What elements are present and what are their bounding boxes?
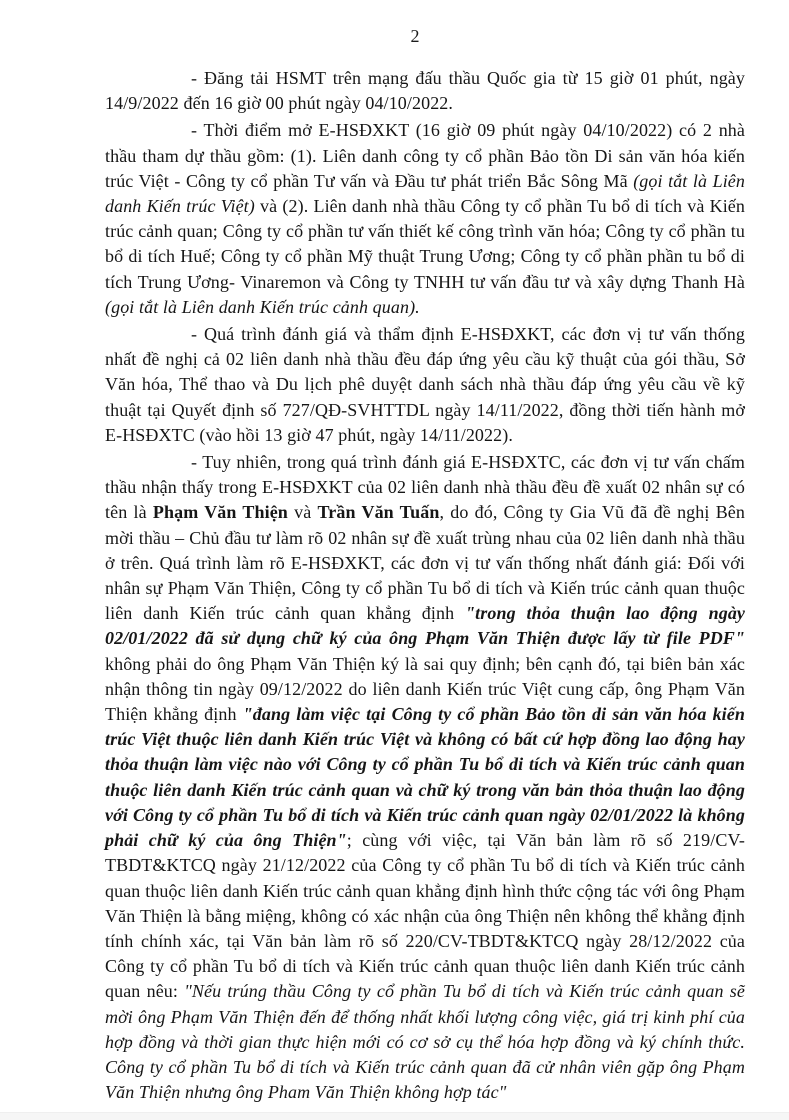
text-run: - Đăng tải HSMT trên mạng đấu thầu Quốc gia từ 15 giờ 01 phút, ngày 14/9/2022 đến 16 giờ 00 phút ngày 04/10/2022. xyxy=(105,68,745,114)
paragraph-technical-evaluation xyxy=(105,322,745,448)
document-body xyxy=(105,66,745,1107)
text-run: - Tuy nhiên, trong quá trình đánh giá E-HSĐXTC, các đơn vị tư vấn chấm thầu nhận thấy trong E-HSĐXKT của 02 liên danh nhà thầu đều đề xuất 02 nhân sự có tên là xyxy=(105,452,745,523)
text-run: - Thời điểm mở E-HSĐXKT (16 giờ 09 phút ngày 04/10/2022) có 2 nhà thầu tham dự thầu gồm: (1). Liên danh công ty cổ phần Bảo tồn Di sản văn hóa kiến trúc Việt - Công ty cổ phần Tư vấn và Đầu tư phát triển Bắc Sông Mã xyxy=(105,120,745,191)
text-run-bold-italic: "đang làm việc tại Công ty cổ phần Bảo tồn di sản văn hóa kiến trúc Việt thuộc liên danh Kiến trúc Việt và không có bất cứ hợp đồng lao động hay thỏa thuận làm việc nào với Công ty cổ phần Tu bổ di tích và Kiến trúc cảnh quan thuộc liên danh Kiến trúc cảnh quan và chữ ký trong văn bản thỏa thuận lao động với Công ty cổ phần Tu bổ di tích và Kiến trúc cảnh quan ngày 02/01/2022 là không phải chữ ký của ông Thiện" xyxy=(105,704,745,851)
text-run: ; cùng với việc, tại Văn bản làm rõ số 219/CV-TBDT&KTCQ ngày 21/12/2022 của Công ty cổ phần Tu bổ di tích và Kiến trúc cảnh quan thuộc liên danh Kiến trúc cảnh quan khẳng định hình thức cộng tác với ông Phạm Văn Thiện là bằng miệng, không có xác nhận của ông Thiện nên không thể khẳng định tính chính xác, tại Văn bản làm rõ số 220/CV-TBDT&KTCQ ngày 28/12/2022 của Công ty cổ phần Tu bổ di tích và Kiến trúc cảnh quan thuộc liên danh Kiến trúc cảnh quan nêu: xyxy=(105,830,745,1002)
paragraph-personnel-clarification xyxy=(105,450,745,1105)
text-run-italic: "Nếu trúng thầu Công ty cổ phần Tu bổ di tích và Kiến trúc cảnh quan sẽ mời ông Phạm Văn Thiện đến để thống nhất khối lượng công việc, giá trị kinh phí của hợp đồng và thời gian thực hiện mới có cơ sở cụ thể hóa hợp đồng và ký chính thức. Công ty cổ phần Tu bổ di tích và Kiến trúc cảnh quan đã cử nhân viên gặp ông Phạm Văn Thiện nhưng ông Pham Văn Thiện không hợp tác" xyxy=(105,981,745,1103)
text-run: - Quá trình đánh giá và thẩm định E-HSĐXKT, các đơn vị tư vấn thống nhất đề nghị cả 02 liên danh nhà thầu đều đáp ứng yêu cầu kỹ thuật của gói thầu, Sở Văn hóa, Thể thao và Du lịch phê duyệt danh sách nhà thầu đáp ứng yêu cầu về kỹ thuật tại Quyết định số 727/QĐ-SVHTTDL ngày 14/11/2022, đồng thời tiến hành mở E-HSĐXTC (vào hồi 13 giờ 47 phút, ngày 14/11/2022). xyxy=(105,324,745,445)
paragraph-hsmt-posting xyxy=(105,66,745,116)
paragraph-bid-opening xyxy=(105,118,745,320)
text-run-bold: Phạm Văn Thiện xyxy=(152,502,288,523)
text-run: và (2). Liên danh nhà thầu Công ty cổ phần Tu bổ di tích và Kiến trúc cảnh quan; Công ty cổ phần tư vấn thiết kế công trình văn hóa; Công ty cổ phần tu bổ di tích Huế; Công ty cổ phần Mỹ thuật Trung Ương; Công ty cổ phần phần tu bổ di tích Trung Ương- Vinaremon và Công ty TNHH tư vấn đầu tư và xây dựng Thanh Hà xyxy=(105,196,745,292)
text-run: và xyxy=(287,502,318,523)
text-run-italic: (gọi tắt là Liên danh Kiến trúc cảnh quan). xyxy=(105,296,420,317)
text-run-bold-italic: "trong thỏa thuận lao động ngày 02/01/2022 đã sử dụng chữ ký của ông Phạm Văn Thiện được lấy từ file PDF" xyxy=(105,603,746,649)
page-number: 2 xyxy=(410,26,420,46)
text-run: không phải do ông Phạm Văn Thiện ký là sai quy định; bên cạnh đó, tại biên bản xác nhận thông tin ngày 09/12/2022 do liên danh Kiến trúc Việt cung cấp, ông Phạm Văn Thiện khẳng định xyxy=(105,653,745,725)
text-run-bold: Trần Văn Tuấn xyxy=(317,502,440,523)
text-run-italic: (gọi tắt là Liên danh Kiến trúc Việt) xyxy=(105,170,745,217)
text-run: , do đó, Công ty Gia Vũ đã đề nghị Bên mời thầu – Chủ đầu tư làm rõ 02 nhân sự đề xuất trùng nhau của 02 liên danh nhà thầu ở trên. Quá trình làm rõ E-HSĐXKT, các đơn vị tư vấn thống nhất đánh giá: Đối với nhân sự Phạm Văn Thiện, Công ty cổ phần Tu bổ di tích và Kiến trúc cảnh quan thuộc liên danh Kiến trúc cảnh quan khẳng định xyxy=(105,502,745,624)
page-bottom-edge xyxy=(0,1112,789,1120)
